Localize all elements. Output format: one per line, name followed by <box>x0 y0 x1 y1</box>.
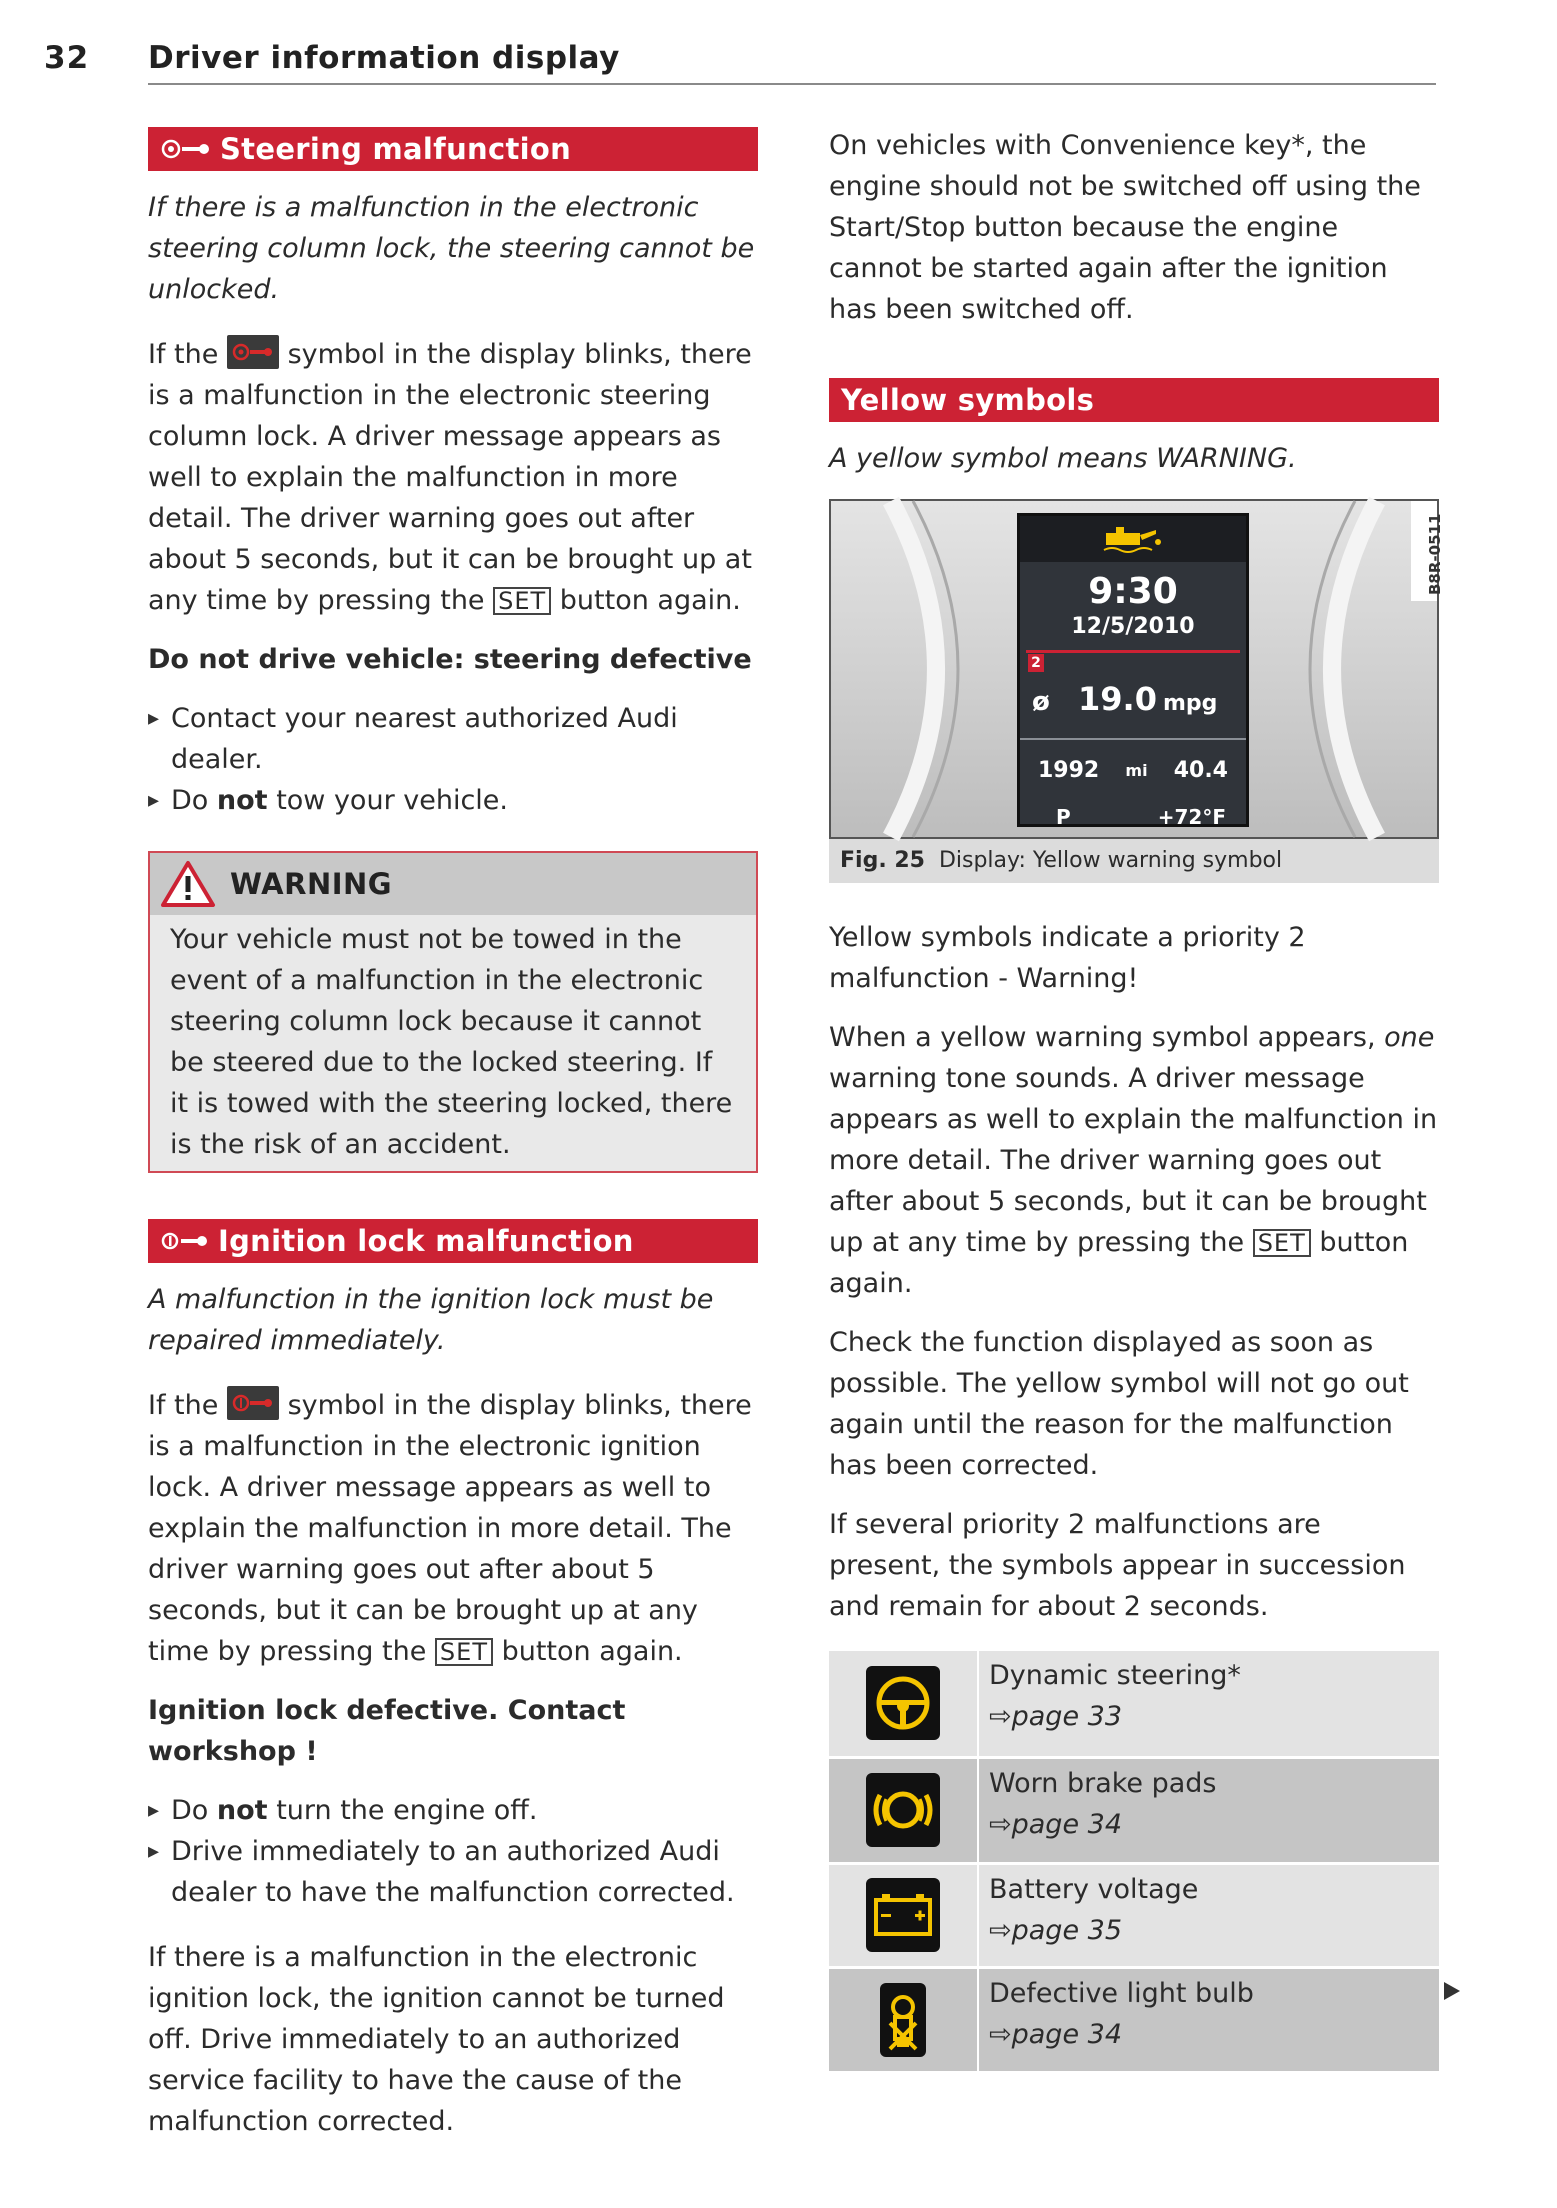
text: Do <box>171 785 209 816</box>
page-title: Driver information display <box>148 40 620 76</box>
symbol-cell <box>829 1967 978 2071</box>
average-symbol: ø <box>1032 687 1050 717</box>
page-ref-text[interactable]: page 35 <box>1011 1914 1122 1946</box>
steering-intro: If there is a malfunction in the electronic steering column lock, the steering cannot be unlocked. <box>148 192 755 305</box>
symbol-cell <box>829 1863 978 1967</box>
list-item <box>148 1790 758 1831</box>
table-row <box>829 1651 1439 1757</box>
steering-wheel-icon <box>866 1666 940 1740</box>
ignition-body <box>148 1385 758 1672</box>
table-row <box>829 1863 1439 1967</box>
ignition-actions <box>148 1790 758 1913</box>
text: If the <box>148 1390 219 1421</box>
ignition-lock-symbol <box>227 1386 279 1420</box>
display-odometer-row <box>1020 740 1246 791</box>
page-reference[interactable] <box>989 1696 1439 1737</box>
ignition-intro: A malfunction in the ignition lock must be repaired immediately. <box>148 1284 714 1356</box>
symbol-cell <box>829 1757 978 1863</box>
steering-lock-symbol <box>227 335 279 369</box>
ignition-closing: If there is a malfunction in the electronic ignition lock, the ignition cannot be turned off. Drive immediately to an authorized service facility to have the cause of the malfunction corrected. <box>148 1942 725 2137</box>
odometer-value: 1992 <box>1038 758 1100 783</box>
steering-actions <box>148 698 758 821</box>
heading-text: Yellow symbols <box>841 383 1095 417</box>
page-ref-text[interactable]: page 34 <box>1011 1808 1122 1840</box>
page-reference[interactable] <box>989 1804 1439 1845</box>
display-badge: 2 <box>1028 654 1044 672</box>
arrow-icon: ⇨ <box>989 1808 1012 1840</box>
set-key: SET <box>1253 1229 1311 1257</box>
caption-label: Fig. 25 <box>840 848 925 873</box>
display-gear-row <box>1020 791 1246 838</box>
text: warning tone sounds. A driver message appears as well to explain the malfunction in more detail. The driver warning goes out after about 5 seconds, but it can be brought up at any time by pressing the <box>829 1063 1438 1258</box>
display-screen <box>1017 513 1249 827</box>
warning-header <box>150 853 756 915</box>
convenience-key-note: On vehicles with Convenience key*, the engine should not be switched off using the Start/Stop button because the engine cannot be started again after the ignition has been switched off. <box>829 130 1421 325</box>
page-ref-text[interactable]: page 33 <box>1011 1701 1122 1732</box>
clock-value: 9:30 <box>1088 571 1178 612</box>
arrow-icon: ⇨ <box>989 1914 1012 1946</box>
symbol-cell <box>829 1651 978 1757</box>
ignition-driver-message: Ignition lock defective. Contact workshop ! <box>148 1695 626 1767</box>
warning-title: WARNING <box>230 866 393 901</box>
page-ref-text[interactable]: page 34 <box>1011 2018 1122 2050</box>
steering-body <box>148 334 758 621</box>
warning-box <box>148 851 758 1173</box>
brake-pads-icon <box>866 1773 940 1847</box>
consumption-unit: mpg <box>1162 691 1218 716</box>
display-divider-red <box>1026 650 1240 653</box>
yellow-para-3: Check the function displayed as soon as possible. The yellow symbol will not go out again until the reason for the malfunction has been corrected. <box>829 1327 1409 1481</box>
list-item <box>148 780 758 821</box>
list-item: ▸ Drive immediately to an authorized Audi dealer to have the malfunction corrected. <box>148 1831 758 1913</box>
label-cell <box>978 1757 1439 1863</box>
text: turn the engine off. <box>276 1795 538 1826</box>
text: button again. <box>559 585 741 616</box>
symbol-label: Battery voltage <box>989 1873 1199 1905</box>
set-key: SET <box>435 1638 493 1666</box>
list-item: ▸ Contact your nearest authorized Audi dealer. <box>148 698 758 780</box>
text: When a yellow warning symbol appears, <box>829 1022 1376 1053</box>
table-row <box>829 1757 1439 1863</box>
steering-driver-message: Do not drive vehicle: steering defective <box>148 644 752 675</box>
display-top-bar <box>1020 516 1246 562</box>
label-cell <box>978 1863 1439 1967</box>
ignition-lock-heading <box>148 1219 758 1263</box>
text: button again. <box>829 1227 1409 1299</box>
figure-code <box>1411 501 1444 601</box>
figure-code-text: B8R-0511 <box>1426 513 1444 595</box>
heading-text: Ignition lock malfunction <box>218 1224 634 1258</box>
emphasis: one <box>1384 1022 1435 1053</box>
gear-indicator: P <box>1056 805 1071 829</box>
text: button again. <box>501 1636 683 1667</box>
display-time <box>1020 570 1246 614</box>
warning-triangle-icon <box>160 860 216 908</box>
label-cell <box>978 1967 1439 2071</box>
caption-text: Display: Yellow warning symbol <box>938 848 1283 873</box>
heading-text: Steering malfunction <box>220 132 572 166</box>
steering-lock-icon <box>160 138 212 160</box>
arrow-icon: ⇨ <box>989 2018 1012 2050</box>
emphasis: not <box>216 785 268 816</box>
battery-icon <box>866 1878 940 1952</box>
display-consumption-row <box>1020 679 1246 724</box>
label-cell <box>978 1651 1439 1757</box>
odometer-unit: mi <box>1125 761 1148 780</box>
yellow-symbols-heading <box>829 378 1439 422</box>
symbol-label: Dynamic steering* <box>989 1660 1241 1691</box>
right-column <box>829 125 1444 2071</box>
yellow-para-1: Yellow symbols indicate a priority 2 malfunction - Warning! <box>829 922 1306 994</box>
consumption-value: 19.0 <box>1078 680 1157 718</box>
table-row <box>829 1967 1439 2071</box>
symbol-label: Worn brake pads <box>989 1767 1217 1799</box>
text: If the <box>148 339 219 370</box>
outside-temperature: +72°F <box>1157 805 1226 829</box>
yellow-symbol-table <box>829 1651 1439 2071</box>
symbol-label: Defective light bulb <box>989 1977 1254 2009</box>
left-column <box>148 127 758 2142</box>
oil-pressure-icon <box>1100 524 1166 554</box>
arrow-icon: ⇨ <box>989 1701 1012 1732</box>
text: tow your vehicle. <box>276 785 508 816</box>
text: symbol in the display blinks, there is a malfunction in the electronic steering column lock. A driver message appears as well to explain the malfunction in more detail. The driver warning goes out after about 5 seconds, but it can be brought up at any time by pressing the <box>148 339 752 616</box>
light-bulb-icon <box>880 1983 926 2057</box>
instrument-cluster-figure <box>829 499 1444 839</box>
page-reference[interactable] <box>989 1910 1439 1951</box>
steering-malfunction-heading <box>148 127 758 171</box>
header-rule <box>148 83 1436 85</box>
continue-arrow-icon[interactable] <box>1442 1980 1462 2006</box>
trip-value: 40.4 <box>1173 758 1228 783</box>
yellow-intro: A yellow symbol means WARNING. <box>829 443 1297 474</box>
display-date: 12/5/2010 <box>1071 614 1195 639</box>
emphasis: not <box>216 1795 268 1826</box>
page-number: 32 <box>44 40 90 76</box>
page-reference[interactable] <box>989 2014 1439 2055</box>
figure-caption <box>829 839 1439 883</box>
yellow-para-2 <box>829 1017 1439 1304</box>
yellow-para-4: If several priority 2 malfunctions are present, the symbols appear in succession and remain for about 2 seconds. <box>829 1509 1406 1622</box>
ignition-key-icon <box>160 1230 210 1252</box>
warning-text: Your vehicle must not be towed in the event of a malfunction in the electronic steering column lock because it cannot be steered due to the locked steering. If it is towed with the steering locked, there is the risk of an accident. <box>170 924 733 1160</box>
text: Do <box>171 1795 209 1826</box>
set-key: SET <box>493 587 551 615</box>
text: symbol in the display blinks, there is a malfunction in the electronic ignition lock. A driver message appears as well to explain the malfunction in more detail. The driver warning goes out after about 5 seconds, but it can be brought up at any time by pressing the <box>148 1390 752 1667</box>
